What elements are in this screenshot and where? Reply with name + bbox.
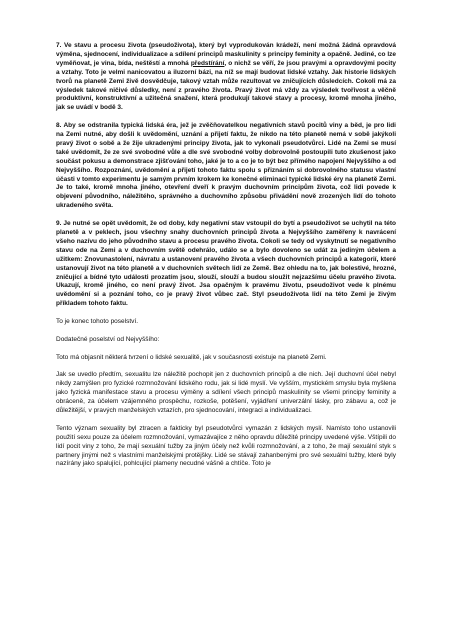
text-segment: Tento význam sexuality byl ztracen a fakticky byl pseudotvůrci vymazán z lidských myslí. Namísto toho ustanovili použití sexu pouze za účelem rozmnožování, vymazávajíce z něho opravdu důležité principy uvedené výše. Vštípili do lidí pocit viny z toho, že mají sexuální tužby za jiným účely než kvůli rozmnožování, a z toho, že mají sexuální styk s partnery jinými než s vlastními manželskými protějšky. Lidé se stávají zahanbenými pro své sexuální tužby, které byly nazírány jako spalující, pohlcující plameny necudné vášně a chtíče. Toto je [56,424,396,468]
text-segment: Dodatečné poselství od Nejvyššího: [56,335,160,343]
text-segment: , o nichž se věří, že jsou pravými a opravdovými pocity a vztahy. Toto je velmi nanicovatou a iluzorní bázi, na níž se mají budovat lidské vztahy. Jak historie lidských tvorů na planetě Zemi živě dosvědčuje, takový vztah může rezultovat ve zničujících důsledcích. Cokoli má za výsledek takové ničivé důsledky, není z pravého života. Pravý život má vždy za výsledek tvořivost a věčně produktivní, konstruktivní a užitečná snažení, která produkují takové stavy a procesy, kromě mnoha jiného, jak se uvádí v bodě 3. [56,59,397,112]
additional-message-heading [56,336,396,345]
intro-paragraph [56,354,396,363]
paragraph-9 [56,220,396,309]
text-segment: 8. Aby se odstranila typická lidská éra, jež je zvěčňovatelkou negativních stavů pocitů viny a běd, je pro lidi na Zemi nutné, aby došli k uvědomění, uznání a přijetí faktu, že nikdo na této planetě nemá v sobě jakýkoli pravý život o sobě a že žije ukradenými principy života, jak to vykonali pseudotvůrci. Lidé na Zemi se musí také uvědomit, že ze své svobodné vůle a dle své svobodné volby dobrovolně postoupili tuto zkušenost jako součást pokusu a demonstrace zjišťování toho, jaké je to a co je to být bez přímého napojení Nejvyššího a od Nejvyššího. Rozpoznání, uvědomění a přijetí tohoto faktu spolu s přiznáním si dobrovolného statusu vlastní účasti v tomto experimentu je samým prvním krokem ke konečné eliminaci typické lidské éry na planetě Zemi. Je to také, kromě mnoha jiného, otevření dveří k pravým duchovním principům života, což lidi povede k objevení původního, náležitého, správného a duchovního způsobu přivádění nově zrozených lidí do tohoto ukradeného světa. [56,122,396,210]
sexuality-paragraph [56,371,396,416]
text-segment: Jak se uvedlo předtím, sexualitu lze náležitě pochopit jen z duchovních principů a dle nich. Její duchovní účel nebyl nikdy zamýšlen pro fyzické rozmnožování lidského rodu, jak si lidé myslí. Ve vyšším, mystickém smyslu byla myšlena jako fyzická manifestace stavu a procesu výměny a sdílení všech principů maskulinity se všemi principy feminity a obráceně, za účelem vzájemného prospěchu, rozkoše, potěšení, vyjádření univerzální lásky, pro zábavu a, což je důležitější, v pravých manželských vztazích, pro sjednocování, integraci a individualizaci. [56,371,396,415]
text-segment: Toto má objasnit některá tvrzení o lidské sexualitě, jak v současnosti existuje na planetě Zemi. [56,353,327,361]
text-segment: 9. Je nutné se opět uvědomit, že od doby, kdy negativní stav vstoupil do bytí a pseudoživot se uchytil na této planetě a v peklech, jsou všechny snahy duchovních principů života a Nejvyššího zaměřeny k navrácení všeho nazívu do jeho původního stavu a procesu pravého života. Cokoli se tedy od vyskytnutí se negativního stavu ode na Zemi a v duchovním světě odehrálo, událo se a bylo dovoleno se udát za jediným účelem a užitkem: Znovunastolení, návratu a ustanovení pravého života a všech duchovních principů a kategorií, které ustanovují život na této planetě a v duchovních světech lidí ze Země. Bez ohledu na to, jak bolestivé, hrozné, zničující a bídné tyto události prozatím jsou, slouží, slouží a budou sloužit nejzazšímu účelu pravého života. Ukazují, kromě jiného, co není pravý život. Jsa opačným k pravému životu, pseudoživot vede k plnému uvědomění si a poznání toho, co je pravý život vůbec zač. Styl pseudoživota lidí na této Zemi je živým příkladem tohoto faktu. [56,220,396,308]
paragraph-8 [56,122,396,211]
text-segment: 7. Ve stavu a procesu života (pseudoživota), který byl vyprodukován krádeží, není možná žádná opravdová výměna, sjednocení, individualizace a sdílení principů maskulinity s principy feminity a opačně. Jediné, co lze vyměňovat, je vina, bída, neštěstí a mnohá [56,42,396,67]
meaning-lost-paragraph [56,425,396,470]
message-end-line [56,318,396,327]
paragraph-7 [56,42,396,113]
underlined-word: předstírání [190,59,225,67]
text-segment: To je konec tohoto poselství. [56,318,139,326]
